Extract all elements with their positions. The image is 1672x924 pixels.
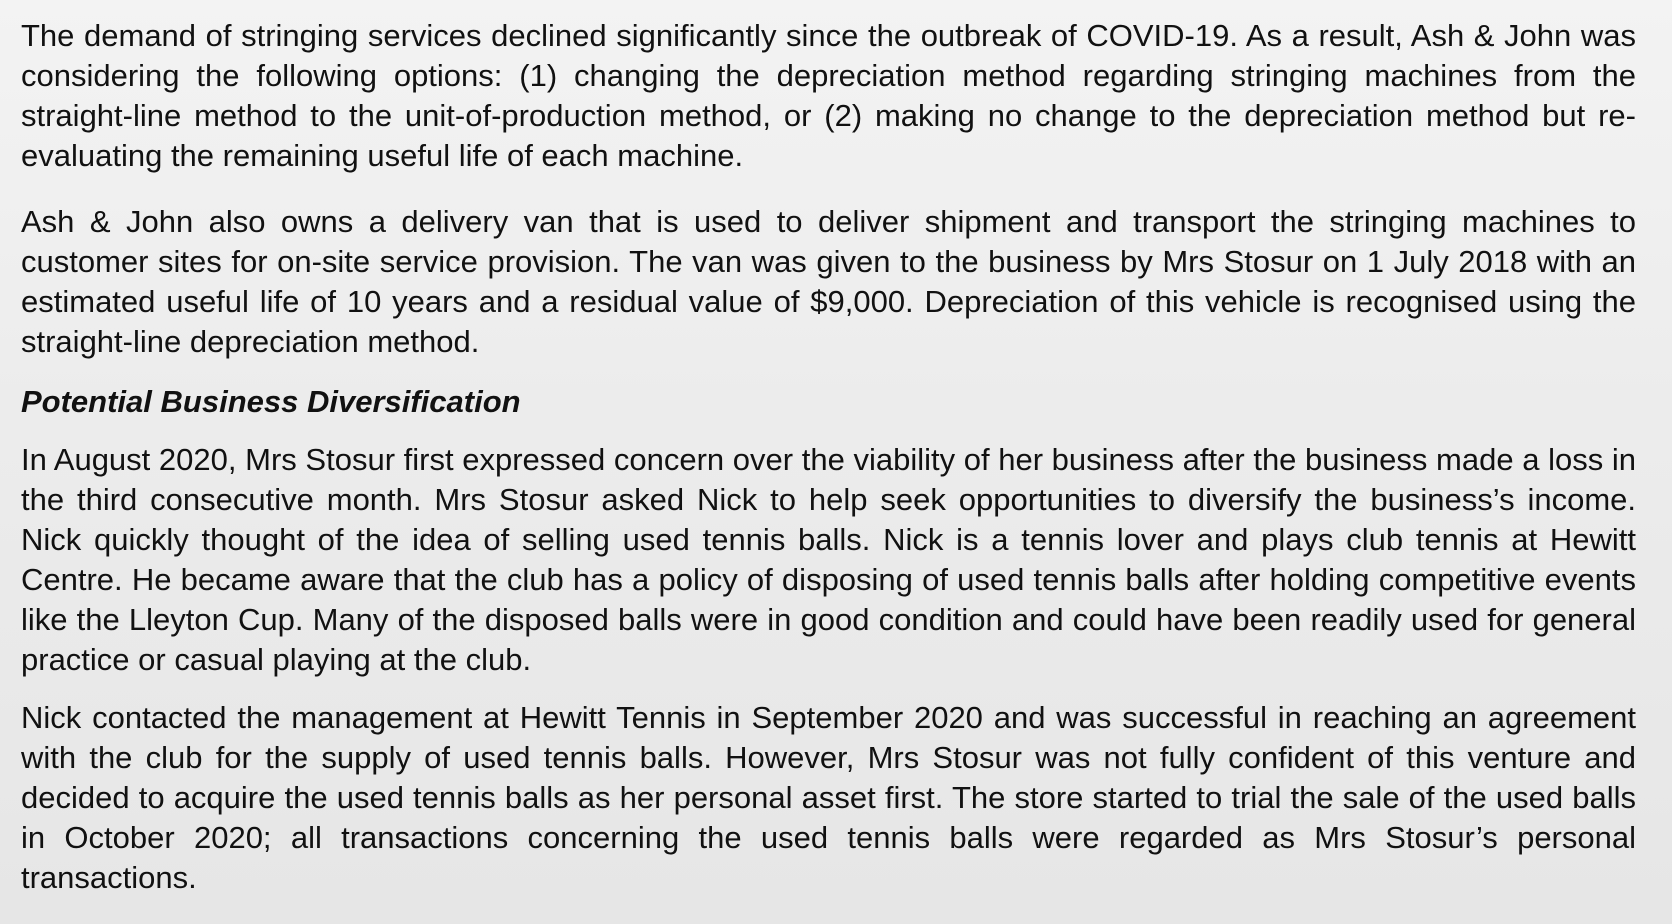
- paragraph-used-tennis-balls-idea: In August 2020, Mrs Stosur first expressed concern over the viability of her business after the business made a loss in the third consecutive month. Mrs Stosur asked Nick to help seek opportunities to diversify the business’s income. Nick quickly thought of the idea of selling used tennis balls. Nick is a tennis lover and plays club tennis at Hewitt Centre. He became aware that the club has a policy of disposing of used tennis balls after holding competitive events like the Lleyton Cup. Many of the disposed balls were in good condition and could have been readily used for general practice or casual playing at the club.: [21, 442, 1636, 677]
- paragraph-hewitt-agreement: Nick contacted the management at Hewitt Tennis in September 2020 and was successful in reaching an agreement with the club for the supply of used tennis balls. However, Mrs Stosur was not fully confident of this venture and decided to acquire the used tennis balls as her personal asset first. The store started to trial the sale of the used balls in October 2020; all transactions concerning the used tennis balls were regarded as Mrs Stosur’s personal transactions.: [21, 700, 1636, 895]
- section-heading-diversification: Potential Business Diversification: [21, 384, 521, 419]
- paragraph-delivery-van: Ash & John also owns a delivery van that is used to deliver shipment and transport the stringing machines to customer sites for on-site service provision. The van was given to the business by Mrs Stosur on 1 July 2018 with an estimated useful life of 10 years and a residual value of $9,000. Depreciation of this vehicle is recognised using the straight-line depreciation method.: [21, 204, 1636, 359]
- paragraph-stringing-demand: The demand of stringing services declined significantly since the outbreak of COVID-19. As a result, Ash & John was considering the following options: (1) changing the depreciation method regarding stringing machines from the straight-line method to the unit-of-production method, or (2) making no change to the depreciation method but re-evaluating the remaining useful life of each machine.: [21, 18, 1636, 173]
